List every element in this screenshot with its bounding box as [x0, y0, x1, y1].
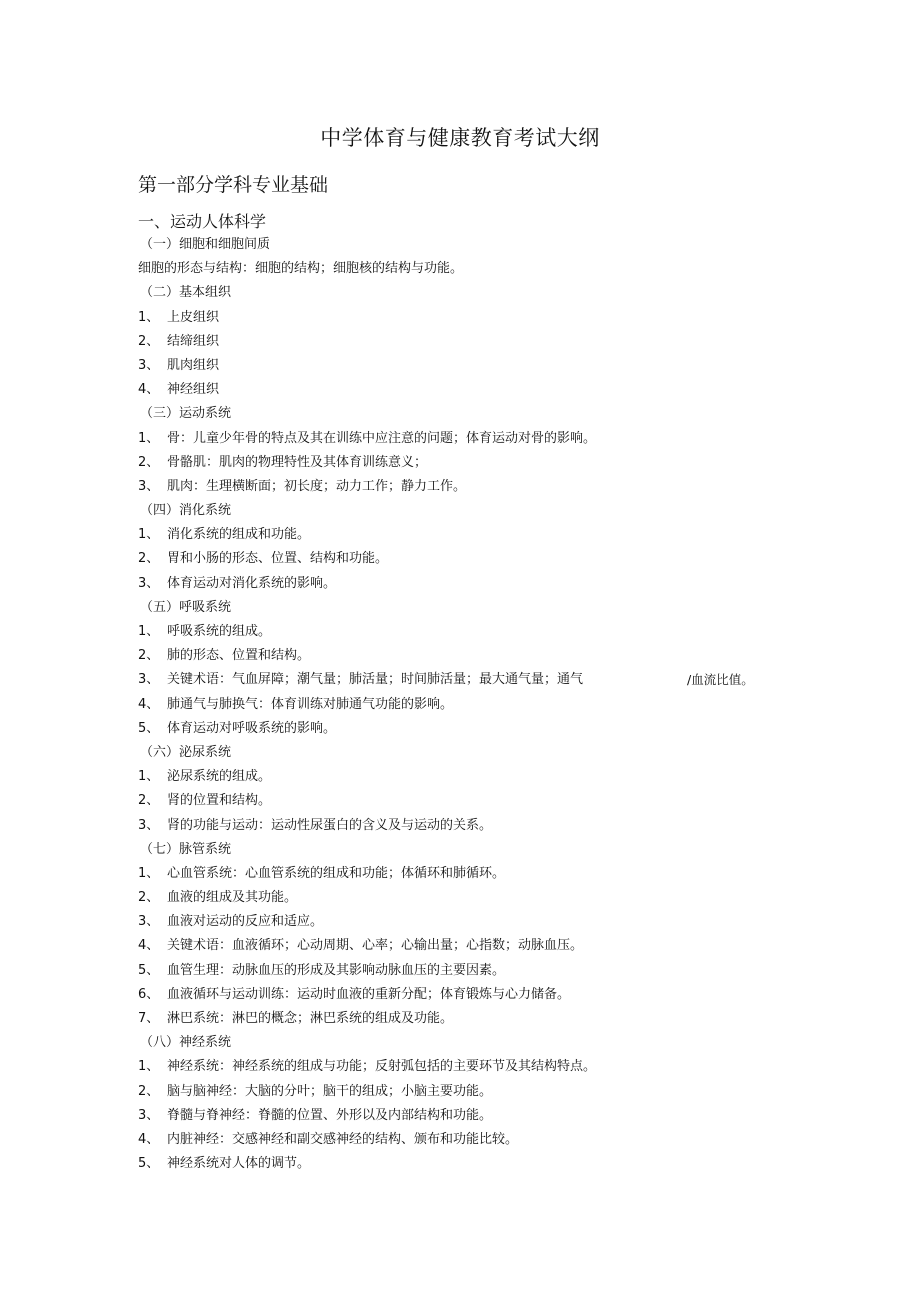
list-item-text: 肾的位置和结构。 — [167, 793, 272, 809]
list-item-text: 体育运动对消化系统的影响。 — [167, 575, 337, 591]
list-item-number: 5、 — [138, 962, 160, 978]
list-item-text: 脑与脑神经：大脑的分叶；脑干的组成；小脑主要功能。 — [167, 1083, 493, 1099]
list-item-number: 3、 — [138, 914, 160, 930]
list-item — [138, 910, 778, 934]
list-item-number: 1、 — [138, 769, 160, 785]
list-item-text: 骨骼肌：肌肉的物理特性及其体育训练意义； — [167, 454, 428, 470]
document-title: 中学体育与健康教育考试大纲 — [320, 126, 600, 150]
list-item-text: 关键术语：气血屏障；潮气量；肺活量；时间肺活量；最大通气量；通气 — [167, 672, 584, 688]
list-item — [138, 644, 778, 668]
list-item — [138, 693, 778, 717]
section-heading: （八）神经系统 — [140, 1035, 232, 1051]
part-title: 第一部分学科专业基础 — [138, 174, 329, 196]
list-item-text: 血液对运动的反应和适应。 — [167, 914, 324, 930]
list-item — [138, 620, 778, 644]
list-item-number: 5、 — [138, 1156, 160, 1172]
list-item-text: 结缔组织 — [167, 333, 220, 349]
section-heading: （三）运动系统 — [140, 406, 232, 422]
list-item-text: 泌尿系统的组成。 — [167, 769, 272, 785]
list-item-number: 1、 — [138, 624, 160, 639]
list-item-number: 2、 — [138, 890, 160, 906]
list-item-number: 2、 — [138, 454, 160, 470]
list-item-number: 3、 — [138, 575, 160, 591]
list-item-number: 3、 — [138, 817, 160, 833]
list-item — [138, 354, 778, 378]
list-item-number: 5、 — [138, 720, 160, 736]
list-item — [138, 983, 778, 1007]
list-item — [138, 959, 778, 983]
list-item — [138, 668, 778, 692]
list-item-text: 淋巴系统：淋巴的概念；淋巴系统的组成及功能。 — [167, 1011, 454, 1026]
list-item — [138, 1055, 778, 1079]
list-item — [138, 814, 778, 838]
section-heading: （七）脉管系统 — [140, 841, 232, 857]
list-item-text: 肺通气与肺换气：体育训练对肺通气功能的影响。 — [167, 696, 454, 712]
list-item-text: 肌肉：生理横断面；初长度；动力工作；静力工作。 — [167, 478, 467, 494]
list-item — [138, 475, 778, 499]
list-item-text: 脊髓与脊神经：脊髓的位置、外形以及内部结构和功能。 — [167, 1107, 493, 1123]
list-item-number: 3、 — [138, 672, 160, 688]
list-item-text-continued: /血流比值。 — [687, 672, 754, 688]
list-item-text: 体育运动对呼吸系统的影响。 — [167, 720, 337, 736]
list-item-number: 6、 — [138, 986, 160, 1002]
list-item — [138, 934, 778, 958]
section-heading: （一）细胞和细胞间质 — [140, 237, 271, 252]
list-item-number: 3、 — [138, 1107, 160, 1123]
list-item-number: 2、 — [138, 648, 160, 664]
list-item-number: 2、 — [138, 551, 160, 567]
paragraph: 细胞的形态与结构：细胞的结构；细胞核的结构与功能。 — [138, 261, 464, 277]
list-item-number: 1、 — [138, 430, 160, 446]
list-item-text: 呼吸系统的组成。 — [167, 624, 272, 639]
list-item-text: 肾的功能与运动：运动性尿蛋白的含义及与运动的关系。 — [167, 817, 493, 833]
list-item-text: 内脏神经：交感神经和副交感神经的结构、颁布和功能比较。 — [167, 1131, 519, 1147]
list-item — [138, 547, 778, 571]
list-item-text: 心血管系统：心血管系统的组成和功能；体循环和肺循环。 — [167, 865, 506, 881]
list-item — [138, 378, 778, 402]
section-heading: （六）泌尿系统 — [140, 744, 232, 760]
list-item — [138, 1007, 778, 1031]
list-item-text: 肺的形态、位置和结构。 — [167, 648, 311, 664]
list-item — [138, 451, 778, 475]
section-heading: （二）基本组织 — [140, 285, 232, 301]
list-item-text: 血管生理：动脉血压的形成及其影响动脉血压的主要因素。 — [167, 962, 506, 978]
list-item — [138, 1128, 778, 1152]
list-item-number: 1、 — [138, 527, 160, 543]
list-item — [138, 427, 778, 451]
list-item — [138, 862, 778, 886]
list-item-text: 血液的组成及其功能。 — [167, 890, 298, 906]
list-item-text: 肌肉组织 — [167, 357, 220, 373]
list-item-number: 2、 — [138, 333, 160, 349]
list-item-text: 上皮组织 — [167, 309, 220, 325]
list-item-text: 血液循环与运动训练：运动时血液的重新分配；体育锻炼与心力储备。 — [167, 986, 571, 1002]
list-item-text: 关键术语：血液循环；心动周期、心率；心输出量；心指数；动脉血压。 — [167, 938, 584, 954]
list-item-text: 胃和小肠的形态、位置、结构和功能。 — [167, 551, 389, 567]
list-item — [138, 330, 778, 354]
section-heading: （四）消化系统 — [140, 503, 232, 519]
list-item — [138, 717, 778, 741]
list-item — [138, 765, 778, 789]
list-item — [138, 886, 778, 910]
list-item-text: 骨：儿童少年骨的特点及其在训练中应注意的问题；体育运动对骨的影响。 — [167, 430, 597, 446]
list-item-number: 4、 — [138, 1131, 160, 1147]
list-item-text: 神经系统：神经系统的组成与功能；反射弧包括的主要环节及其结构特点。 — [167, 1059, 597, 1075]
list-item-number: 1、 — [138, 309, 160, 325]
list-item-number: 4、 — [138, 938, 160, 954]
list-item-number: 4、 — [138, 382, 160, 398]
outline-body — [138, 233, 778, 1176]
list-item — [138, 523, 778, 547]
list-item — [138, 1152, 778, 1176]
list-item-number: 1、 — [138, 865, 160, 881]
list-item-number: 2、 — [138, 1083, 160, 1099]
list-item — [138, 306, 778, 330]
list-item-text: 神经系统对人体的调节。 — [167, 1156, 311, 1172]
section-heading: （五）呼吸系统 — [140, 599, 232, 615]
list-item — [138, 1104, 778, 1128]
list-item-number: 3、 — [138, 357, 160, 373]
chapter-title: 一、运动人体科学 — [138, 212, 267, 231]
list-item-number: 1、 — [138, 1059, 160, 1075]
list-item-number: 2、 — [138, 793, 160, 809]
list-item-text: 消化系统的组成和功能。 — [167, 527, 311, 543]
list-item-text: 神经组织 — [167, 382, 220, 398]
list-item — [138, 1080, 778, 1104]
list-item-number: 3、 — [138, 478, 160, 494]
list-item-number: 7、 — [138, 1011, 160, 1026]
list-item-number: 4、 — [138, 696, 160, 712]
list-item — [138, 572, 778, 596]
list-item — [138, 789, 778, 813]
